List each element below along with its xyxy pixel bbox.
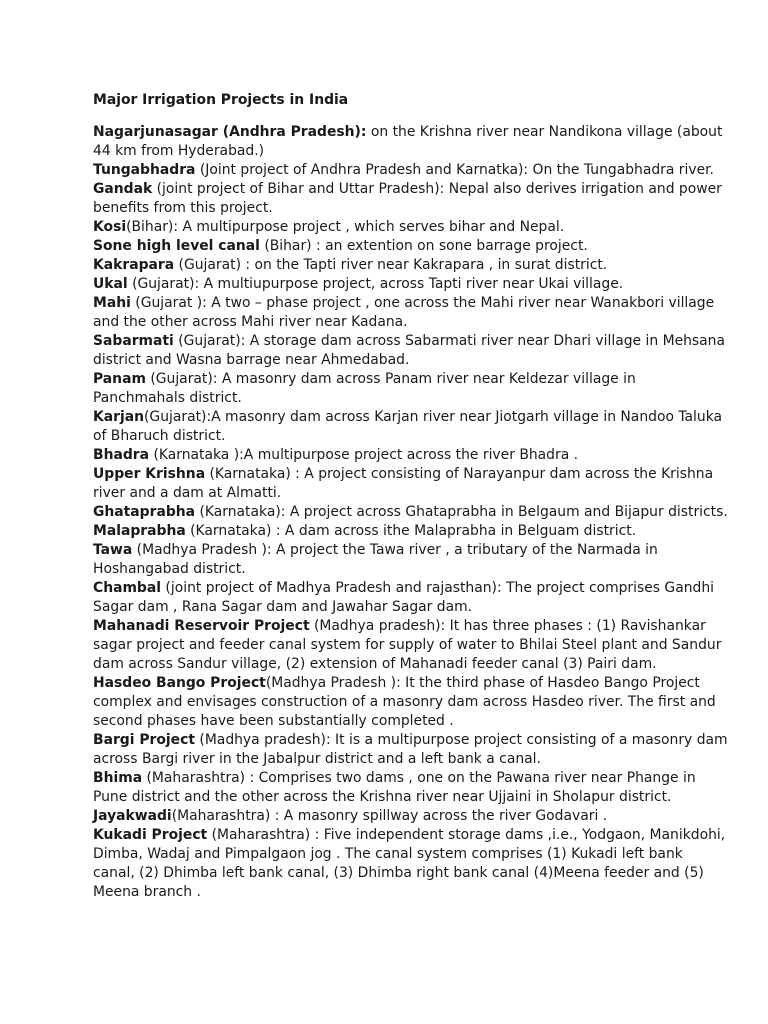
project-description: (Madhya Pradesh ): A project the Tawa river , a tributary of the Narmada in Hoshangabad district. bbox=[93, 542, 658, 577]
project-description: (Gujarat): A masonry dam across Panam river near Keldezar village in Panchmahals district. bbox=[93, 371, 636, 406]
project-description: (joint project of Madhya Pradesh and rajasthan): The project comprises Gandhi Sagar dam , Rana Sagar dam and Jawahar Sagar dam. bbox=[93, 580, 714, 615]
project-description: (Karnataka ):A multipurpose project across the river Bhadra . bbox=[149, 447, 579, 463]
project-description: (Gujarat): A storage dam across Sabarmati river near Dhari village in Mehsana district and Wasna barrage near Ahmedabad. bbox=[93, 333, 725, 368]
project-description: (Madhya pradesh): It is a multipurpose project consisting of a masonry dam across Bargi river in the Jabalpur district and a left bank a canal. bbox=[93, 732, 728, 767]
project-entry bbox=[93, 180, 728, 218]
project-name: Tawa bbox=[93, 542, 133, 558]
project-entry bbox=[93, 579, 728, 617]
project-entry bbox=[93, 807, 728, 826]
project-entry bbox=[93, 294, 728, 332]
project-description: (Gujarat):A masonry dam across Karjan river near Jiotgarh village in Nandoo Taluka of Bharuch district. bbox=[93, 409, 723, 444]
project-entry bbox=[93, 123, 728, 161]
project-name: Ghataprabha bbox=[93, 504, 196, 520]
project-entry bbox=[93, 256, 728, 275]
project-description: (Maharashtra) : A masonry spillway across the river Godavari . bbox=[171, 808, 608, 824]
project-entry bbox=[93, 541, 728, 579]
project-name: Kukadi Project bbox=[93, 827, 208, 843]
project-description: (Maharashtra) : Five independent storage dams ,i.e., Yodgaon, Manikdohi, Dimba, Wadaj and Pimpalgaon jog . The canal system comprises (1) Kukadi left bank canal, (2) Dhimba left bank canal, (3) Dhimba right bank canal (4)Meena feeder and (5) Meena branch . bbox=[93, 827, 726, 900]
project-description: (Joint project of Andhra Pradesh and Karnatka): On the Tungabhadra river. bbox=[195, 162, 714, 178]
project-description: (Karnataka): A project across Ghataprabha in Belgaum and Bijapur districts. bbox=[195, 504, 728, 520]
project-name: Chambal bbox=[93, 580, 162, 596]
project-entry bbox=[93, 370, 728, 408]
project-name: Bhadra bbox=[93, 447, 150, 463]
project-name: Sone high level canal bbox=[93, 238, 260, 254]
project-entry bbox=[93, 503, 728, 522]
project-description: (Madhya pradesh): It has three phases : (1) Ravishankar sagar project and feeder canal system for supply of water to Bhilai Steel plant and Sandur dam across Sandur village, (2) extension of Mahanadi feeder canal (3) Pairi dam. bbox=[93, 618, 722, 672]
project-description: (Gujarat ): A two – phase project , one across the Mahi river near Wanakbori village and the other across Mahi river near Kadana. bbox=[93, 295, 715, 330]
project-name: Sabarmati bbox=[93, 333, 174, 349]
project-name: Tungabhadra bbox=[93, 162, 196, 178]
project-entry bbox=[93, 332, 728, 370]
project-name: Gandak bbox=[93, 181, 153, 197]
project-description: (Bihar) : an extention on sone barrage project. bbox=[259, 238, 588, 254]
project-description: (Madhya Pradesh ): It the third phase of Hasdeo Bango Project complex and envisages construction of a masonry dam across Hasdeo river. The first and second phases have been substantially completed . bbox=[93, 675, 716, 729]
project-description: (Gujarat) : on the Tapti river near Kakrapara , in surat district. bbox=[174, 257, 608, 273]
project-entry bbox=[93, 769, 728, 807]
project-name: Nagarjunasagar (Andhra Pradesh): bbox=[93, 124, 367, 140]
project-name: Malaprabha bbox=[93, 523, 186, 539]
project-name: Mahi bbox=[93, 295, 131, 311]
project-description: (Karnataka) : A dam across ithe Malaprabha in Belguam district. bbox=[185, 523, 637, 539]
project-entry bbox=[93, 522, 728, 541]
project-description: (joint project of Bihar and Uttar Pradesh): Nepal also derives irrigation and power benefits from this project. bbox=[93, 181, 722, 216]
project-name: Kakrapara bbox=[93, 257, 175, 273]
project-name: Bargi Project bbox=[93, 732, 195, 748]
project-entry bbox=[93, 465, 728, 503]
project-description: (Karnataka) : A project consisting of Narayanpur dam across the Krishna river and a dam at Almatti. bbox=[93, 466, 714, 501]
project-entry bbox=[93, 218, 728, 237]
project-entry bbox=[93, 161, 728, 180]
project-name: Upper Krishna bbox=[93, 466, 206, 482]
project-entry bbox=[93, 826, 728, 902]
project-entry bbox=[93, 275, 728, 294]
project-name: Kosi bbox=[93, 219, 127, 235]
project-name: Ukal bbox=[93, 276, 128, 292]
project-entry bbox=[93, 408, 728, 446]
project-name: Panam bbox=[93, 371, 146, 387]
project-name: Bhima bbox=[93, 770, 143, 786]
project-name: Hasdeo Bango Project bbox=[93, 675, 266, 691]
project-entry bbox=[93, 674, 728, 731]
project-name: Mahanadi Reservoir Project bbox=[93, 618, 310, 634]
project-name: Jayakwadi bbox=[93, 808, 172, 824]
project-entry bbox=[93, 446, 728, 465]
project-description: on the Krishna river near Nandikona village (about 44 km from Hyderabad.) bbox=[93, 124, 723, 159]
project-entry bbox=[93, 617, 728, 674]
document-title: Major Irrigation Projects in India bbox=[93, 92, 349, 108]
project-entry bbox=[93, 731, 728, 769]
project-entry bbox=[93, 237, 728, 256]
project-list bbox=[93, 123, 728, 902]
project-description: (Bihar): A multipurpose project , which serves bihar and Nepal. bbox=[126, 219, 565, 235]
project-name: Karjan bbox=[93, 409, 145, 425]
project-description: (Gujarat): A multiupurpose project, across Tapti river near Ukai village. bbox=[127, 276, 624, 292]
project-description: (Maharashtra) : Comprises two dams , one on the Pawana river near Phange in Pune district and the other across the Krishna river near Ujjaini in Sholapur district. bbox=[93, 770, 696, 805]
